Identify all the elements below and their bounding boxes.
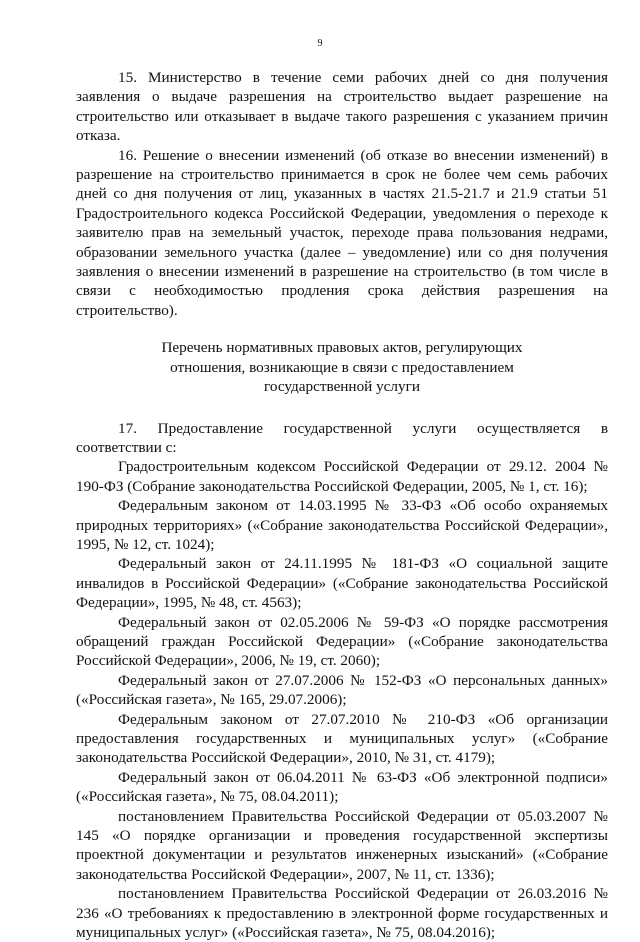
law-item-protected-areas: Федеральным законом от 14.03.1995 № 33-ФЗ «Об особо охраняемых природных территориях» («Собрание законодательства Российской Федерации», 1995, № 12, ст. 1024); [76, 497, 608, 553]
law-item-electronic-signature: Федеральный закон от 06.04.2011 № 63-ФЗ «Об электронной подписи» («Российская газета», № 75, 08.04.2011); [76, 768, 608, 806]
section-heading-line-3: государственной услуги [264, 378, 420, 396]
paragraph-15: 15. Министерство в течение семи рабочих дней со дня получения заявления о выдаче разрешения на строительство выдает разрешение на строительство или отказывает в выдаче такого разрешения с указанием причин отказа. [76, 69, 608, 145]
law-item-citizen-appeals: Федеральный закон от 02.05.2006 № 59-ФЗ «О порядке рассмотрения обращений граждан Российской Федерации» («Собрание законодательства Российской Федерации», 2006, № 19, ст. 2060); [76, 613, 608, 670]
law-item-disabled-protection: Федеральный закон от 24.11.1995 № 181-ФЗ «О социальной защите инвалидов в Российской Федерации» («Собрание законодательства Российской Федерации», 1995, № 48, ст. 4563); [76, 555, 608, 612]
paragraph-17: 17. Предоставление государственной услуги осуществляется в соответствии с: [76, 419, 608, 456]
section-heading [76, 338, 608, 396]
section-heading-line-1: Перечень нормативных правовых актов, регулирующих [161, 339, 523, 357]
law-item-state-expertise: постановлением Правительства Российской Федерации от 05.03.2007 № 145 «О порядке организации и проведения государственной экспертизы проектной документации и результатов инженерных изысканий» («Собрание законодательства Российской Федерации», 2007, № 11, ст. 1336); [76, 807, 608, 883]
paragraph-16: 16. Решение о внесении изменений (об отказе во внесении изменений) в разрешение на строительство принимается в срок не более чем семь рабочих дней со дня получения от лиц, указанных в частях 21.5-21.7 и 21.9 статьи 51 Градостроительного кодекса Российской Федерации, уведомления о переходе к заявителю прав на земельный участок, переходе права пользования недрами, образовании земельного участка (далее – уведомление) или со дня получения заявления о внесении изменений в разрешение на строительство (в том числе в связи с необходимостью продления срока действия разрешения на строительство). [76, 146, 608, 319]
page-number: 9 [317, 38, 323, 49]
section-heading-line-2: отношения, возникающие в связи с предоставлением [170, 358, 514, 376]
law-item-personal-data: Федеральный закон от 27.07.2006 № 152-ФЗ «О персональных данных» («Российская газета», № 165, 29.07.2006); [76, 671, 608, 709]
law-item-town-planning-code: Градостроительным кодексом Российской Федерации от 29.12. 2004 № 190-ФЗ (Собрание законодательства Российской Федерации, 2005, № 1, ст. 16); [76, 458, 608, 495]
document-body [76, 68, 608, 942]
law-item-public-services: Федеральным законом от 27.07.2010 № 210-ФЗ «Об организации предоставления государственных и муниципальных услуг» («Собрание законодательства Российской Федерации», 2010, № 31, ст. 4179); [76, 710, 608, 767]
law-item-electronic-services: постановлением Правительства Российской Федерации от 26.03.2016 № 236 «О требованиях к предоставлению в электронной форме государственных и муниципальных услуг» («Российская газета», № 75, 08.04.2016); [76, 885, 608, 942]
